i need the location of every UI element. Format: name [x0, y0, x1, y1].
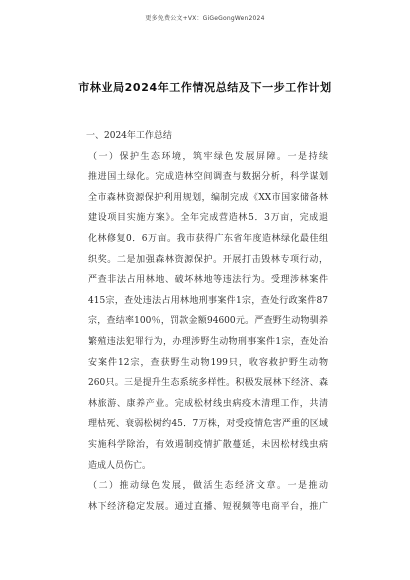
document-title: 市林业局2024年工作情况总结及下一步工作计划	[78, 81, 332, 94]
paragraph-line: 造成人员伤亡。	[88, 460, 152, 471]
paragraph-line: 严查非法占用林地、破坏林地等违法行为。受理涉林案件	[88, 275, 328, 286]
paragraph-line: 260只。三是提升生态系统多样性。积极发展林下经济、森	[88, 378, 328, 389]
paragraph-line: 全市森林资源保护利用规划，编制完成《XX市国家储备林	[88, 192, 328, 203]
paragraph-line: 宗，查结率100％，罚款金额94600元。严查野生动物驯养	[88, 316, 328, 327]
paragraph-line: 林下经济稳定发展。通过直播、短视频等电商平台，推广	[88, 501, 328, 512]
paragraph-line: 415宗，查处违法占用林地刑事案件1宗，查处行政案件87	[88, 295, 328, 306]
paragraph-line: 化林修复0．6万亩。我市获得广东省年度造林绿化最佳组	[88, 233, 328, 244]
paragraph-line: 实施科学除治，有效遏制疫情扩散蔓延，未因松材线虫病	[88, 439, 328, 450]
paragraph-line: （一）保护生态环境，筑牢绿色发展屏障。一是持续	[88, 151, 328, 162]
paragraph-line: 建设项目实施方案》。全年完成营造林5．3万亩，完成退	[88, 213, 328, 224]
paragraph-line: 织奖。二是加强森林资源保护。开展打击毁林专项行动，	[88, 254, 328, 265]
paragraph-line: 推进国土绿化。完成造林空间调查与数据分析，科学谋划	[88, 172, 328, 183]
section-heading: 一、2024年工作总结	[86, 131, 172, 141]
paragraph-line: 理枯死、衰弱松树约45．7万株，对受疫情危害严重的区域	[88, 419, 328, 430]
paragraph-line: 林旅游、康养产业。完成松材线虫病疫木清理工作，共清	[88, 398, 328, 409]
document-body	[88, 126, 328, 517]
header-note: 更多免费公文+VX：GiGeGongWen2024	[145, 15, 265, 22]
paragraph-line: 安案件12宗，查获野生动物199只，收容救护野生动物	[88, 357, 328, 368]
paragraph-line: （二）推动绿色发展，做活生态经济文章。一是推动	[88, 481, 328, 492]
paragraph-line: 繁殖违法犯罪行为，办理涉野生动物刑事案件1宗，查处治	[88, 336, 328, 347]
